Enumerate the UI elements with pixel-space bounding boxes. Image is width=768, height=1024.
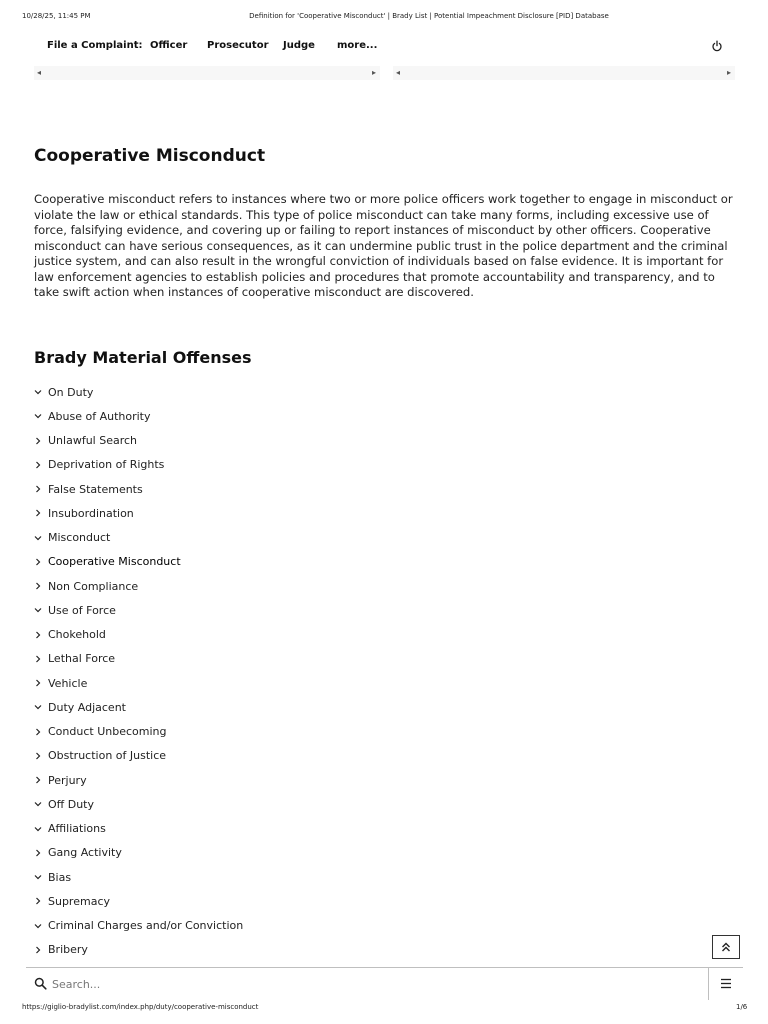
offense-tree-item[interactable] bbox=[34, 574, 434, 598]
offense-tree-item[interactable] bbox=[34, 720, 434, 744]
search-bar bbox=[26, 967, 743, 999]
offense-tree-item[interactable] bbox=[34, 501, 434, 525]
offense-tree-item[interactable] bbox=[34, 865, 434, 889]
double-chevron-up-icon bbox=[720, 941, 732, 953]
chevron-right-icon[interactable] bbox=[34, 946, 42, 954]
nav-more-menu[interactable]: more... bbox=[337, 40, 378, 51]
offense-tree-item-label[interactable]: Criminal Charges and/or Conviction bbox=[48, 919, 244, 933]
chevron-down-icon[interactable] bbox=[34, 606, 42, 614]
offense-tree-item-label[interactable]: Use of Force bbox=[48, 603, 116, 617]
offense-tree-item[interactable] bbox=[34, 453, 434, 477]
offense-tree-item-label[interactable]: Conduct Unbecoming bbox=[48, 725, 167, 739]
offense-tree-item-label[interactable]: Bias bbox=[48, 870, 72, 884]
nav-judge-link[interactable]: Judge bbox=[283, 40, 315, 51]
chevron-right-icon[interactable] bbox=[34, 437, 42, 445]
offense-tree-item-label[interactable]: Duty Adjacent bbox=[48, 700, 126, 714]
offenses-section-title: Brady Material Offenses bbox=[34, 348, 252, 367]
chevron-down-icon[interactable] bbox=[34, 873, 42, 881]
offense-tree-item[interactable] bbox=[34, 404, 434, 428]
search-icon[interactable] bbox=[34, 977, 47, 990]
chevron-right-icon[interactable] bbox=[34, 849, 42, 857]
offense-tree-item[interactable] bbox=[34, 744, 434, 768]
search-input[interactable] bbox=[52, 974, 692, 994]
offense-tree-item[interactable] bbox=[34, 938, 434, 962]
offense-tree-item-label[interactable]: Abuse of Authority bbox=[48, 409, 151, 423]
offense-tree-item[interactable] bbox=[34, 526, 434, 550]
chevron-right-icon[interactable] bbox=[34, 679, 42, 687]
scroll-left-arrow-icon[interactable]: ◂ bbox=[37, 68, 42, 77]
offense-tree-item-label[interactable]: Supremacy bbox=[48, 894, 110, 908]
offense-tree-item[interactable] bbox=[34, 695, 434, 719]
print-url: https://giglio-bradylist.com/index.php/duty/cooperative-misconduct bbox=[22, 1003, 259, 1011]
left-horizontal-scrollbar[interactable] bbox=[34, 66, 380, 80]
offense-tree-item-label[interactable]: Unlawful Search bbox=[48, 434, 138, 448]
print-document-title: Definition for 'Cooperative Misconduct' | Brady List | Potential Impeachment Disclosure [PID] Database bbox=[249, 12, 609, 20]
print-timestamp: 10/28/25, 11:45 PM bbox=[22, 12, 91, 20]
chevron-down-icon[interactable] bbox=[34, 412, 42, 420]
nav-officer-link[interactable]: Officer bbox=[150, 40, 188, 51]
print-page-number: 1/6 bbox=[736, 1003, 748, 1011]
power-icon[interactable] bbox=[711, 40, 723, 52]
offense-tree-item-label[interactable]: Affiliations bbox=[48, 822, 106, 836]
chevron-right-icon[interactable] bbox=[34, 752, 42, 760]
offense-tree-item-label[interactable]: Chokehold bbox=[48, 628, 106, 642]
chevron-right-icon[interactable] bbox=[34, 728, 42, 736]
offense-tree-item-label[interactable]: On Duty bbox=[48, 385, 94, 399]
back-to-top-button[interactable] bbox=[712, 935, 740, 959]
nav-file-complaint-label: File a Complaint: bbox=[47, 40, 143, 51]
definition-paragraph: Cooperative misconduct refers to instances where two or more police officers work together to engage in misconduct or violate the law or ethical standards. This type of police misconduct can take many forms, including excessive use of force, falsifying evidence, and covering up or failing to report instances of misconduct by other officers. Cooperative misconduct can have serious consequences, as it can undermine public trust in the police department and the criminal justice system, and can also result in the wrongful conviction of individuals based on false evidence. It is important for law enforcement agencies to establish policies and procedures that promote accountability and transparency, and to take swift action when instances of cooperative misconduct are discovered. bbox=[34, 192, 733, 299]
offense-tree-item-label[interactable]: Bribery bbox=[48, 943, 88, 957]
chevron-down-icon[interactable] bbox=[34, 922, 42, 930]
chevron-right-icon[interactable] bbox=[34, 558, 42, 566]
hamburger-menu-icon[interactable] bbox=[720, 978, 732, 989]
offense-tree-item[interactable] bbox=[34, 792, 434, 816]
menu-divider bbox=[708, 968, 709, 1000]
offense-tree-item[interactable] bbox=[34, 841, 434, 865]
chevron-down-icon[interactable] bbox=[34, 800, 42, 808]
print-header bbox=[0, 12, 768, 24]
chevron-right-icon[interactable] bbox=[34, 509, 42, 517]
offense-tree-item-label[interactable]: Non Compliance bbox=[48, 579, 139, 593]
offense-tree-item-label[interactable]: Deprivation of Rights bbox=[48, 458, 165, 472]
offense-tree-item[interactable] bbox=[34, 598, 434, 622]
top-navigation bbox=[0, 36, 768, 56]
chevron-right-icon[interactable] bbox=[34, 631, 42, 639]
offense-tree-item-label[interactable]: Misconduct bbox=[48, 531, 111, 545]
chevron-right-icon[interactable] bbox=[34, 461, 42, 469]
chevron-right-icon[interactable] bbox=[34, 582, 42, 590]
offense-tree-item-label[interactable]: Lethal Force bbox=[48, 652, 116, 666]
chevron-right-icon[interactable] bbox=[34, 655, 42, 663]
offense-tree-item-label[interactable]: Insubordination bbox=[48, 506, 134, 520]
offense-tree-item[interactable] bbox=[34, 550, 434, 574]
offense-tree-item[interactable] bbox=[34, 477, 434, 501]
offense-tree-item[interactable] bbox=[34, 623, 434, 647]
nav-prosecutor-link[interactable]: Prosecutor bbox=[207, 40, 269, 51]
offense-tree-item-label[interactable]: False Statements bbox=[48, 482, 143, 496]
chevron-down-icon[interactable] bbox=[34, 388, 42, 396]
offense-tree-item[interactable] bbox=[34, 647, 434, 671]
offense-tree-item-label[interactable]: Cooperative Misconduct bbox=[48, 555, 181, 569]
scroll-left-arrow-icon[interactable]: ◂ bbox=[396, 68, 401, 77]
offense-tree-item-label[interactable]: Obstruction of Justice bbox=[48, 749, 167, 763]
chevron-down-icon[interactable] bbox=[34, 825, 42, 833]
offense-tree bbox=[34, 380, 434, 962]
offense-tree-item-label[interactable]: Vehicle bbox=[48, 676, 88, 690]
offense-tree-item[interactable] bbox=[34, 914, 434, 938]
scroll-right-arrow-icon[interactable]: ▸ bbox=[726, 68, 731, 77]
chevron-right-icon[interactable] bbox=[34, 776, 42, 784]
chevron-right-icon[interactable] bbox=[34, 897, 42, 905]
offense-tree-item[interactable] bbox=[34, 380, 434, 404]
offense-tree-item[interactable] bbox=[34, 889, 434, 913]
offense-tree-item-label[interactable]: Perjury bbox=[48, 773, 87, 787]
offense-tree-item[interactable] bbox=[34, 671, 434, 695]
offense-tree-item[interactable] bbox=[34, 429, 434, 453]
scroll-right-arrow-icon[interactable]: ▸ bbox=[371, 68, 376, 77]
offense-tree-item-label[interactable]: Off Duty bbox=[48, 797, 94, 811]
offense-tree-item[interactable] bbox=[34, 817, 434, 841]
offense-tree-item-label[interactable]: Gang Activity bbox=[48, 846, 122, 860]
chevron-down-icon[interactable] bbox=[34, 534, 42, 542]
right-horizontal-scrollbar[interactable] bbox=[393, 66, 735, 80]
page-title: Cooperative Misconduct bbox=[34, 146, 266, 166]
offense-tree-item[interactable] bbox=[34, 768, 434, 792]
chevron-right-icon[interactable] bbox=[34, 485, 42, 493]
chevron-down-icon[interactable] bbox=[34, 703, 42, 711]
